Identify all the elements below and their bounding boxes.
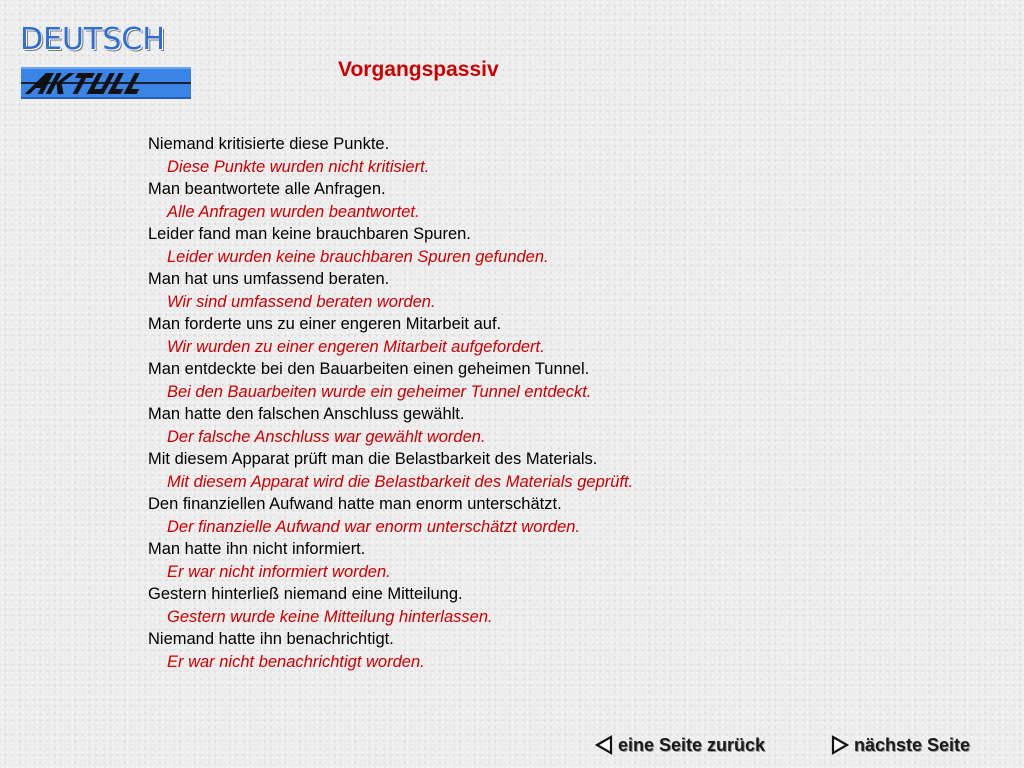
triangle-left-icon: [594, 735, 614, 755]
next-page-label: nächste Seite: [854, 734, 971, 755]
passive-sentence: Bei den Bauarbeiten wurde ein geheimer Tunnel entdeckt.: [167, 382, 592, 401]
triangle-right-icon: [830, 735, 850, 755]
sentence-pair: [148, 178, 948, 223]
passive-sentence: Der finanzielle Aufwand war enorm unterschätzt worden.: [167, 517, 581, 536]
sentence-pair: [148, 403, 948, 448]
passive-sentence: Mit diesem Apparat wird die Belastbarkeit des Materials geprüft.: [167, 472, 634, 491]
passive-sentence: Gestern wurde keine Mitteilung hinterlassen.: [167, 607, 493, 626]
active-sentence: Man hatte ihn nicht informiert.: [148, 540, 366, 558]
previous-page-button[interactable]: [594, 732, 765, 758]
active-sentence: Man hat uns umfassend beraten.: [148, 270, 390, 288]
sentence-pair: [148, 268, 948, 313]
sentence-list: [148, 133, 948, 673]
passive-sentence: Er war nicht informiert worden.: [167, 562, 391, 581]
active-sentence: Den finanziellen Aufwand hatte man enorm unterschätzt.: [148, 495, 562, 513]
passive-sentence: Wir sind umfassend beraten worden.: [167, 292, 436, 311]
next-page-button[interactable]: [830, 732, 970, 758]
passive-sentence: Alle Anfragen wurden beantwortet.: [167, 202, 420, 221]
active-sentence: Man beantwortete alle Anfragen.: [148, 180, 386, 198]
passive-sentence: Er war nicht benachrichtigt worden.: [167, 652, 425, 671]
passive-sentence: Wir wurden zu einer engeren Mitarbeit aufgefordert.: [167, 337, 545, 356]
sentence-pair: [148, 538, 948, 583]
sentence-pair: [148, 628, 948, 673]
active-sentence: Man hatte den falschen Anschluss gewählt.: [148, 405, 465, 423]
sentence-pair: [148, 583, 948, 628]
passive-sentence: Leider wurden keine brauchbaren Spuren gefunden.: [167, 247, 549, 266]
sentence-pair: [148, 313, 948, 358]
active-sentence: Mit diesem Apparat prüft man die Belastbarkeit des Materials.: [148, 450, 598, 468]
sentence-pair: [148, 493, 948, 538]
sentence-pair: [148, 223, 948, 268]
sentence-pair: [148, 358, 948, 403]
passive-sentence: Diese Punkte wurden nicht kritisiert.: [167, 157, 430, 176]
sentence-pair: [148, 448, 948, 493]
active-sentence: Leider fand man keine brauchbaren Spuren.: [148, 225, 471, 243]
active-sentence: Gestern hinterließ niemand eine Mitteilung.: [148, 585, 463, 603]
page-title: Vorgangspassiv: [338, 58, 499, 81]
previous-page-label: eine Seite zurück: [618, 734, 766, 755]
aktuell-logo-banner: [21, 67, 191, 99]
deutsch-logo: DEUTSCH: [20, 22, 165, 57]
active-sentence: Man forderte uns zu einer engeren Mitarbeit auf.: [148, 315, 502, 333]
active-sentence: Niemand kritisierte diese Punkte.: [148, 135, 390, 153]
active-sentence: Niemand hatte ihn benachrichtigt.: [148, 630, 394, 648]
active-sentence: Man entdeckte bei den Bauarbeiten einen geheimen Tunnel.: [148, 360, 590, 378]
passive-sentence: Der falsche Anschluss war gewählt worden.: [167, 427, 486, 446]
sentence-pair: [148, 133, 948, 178]
